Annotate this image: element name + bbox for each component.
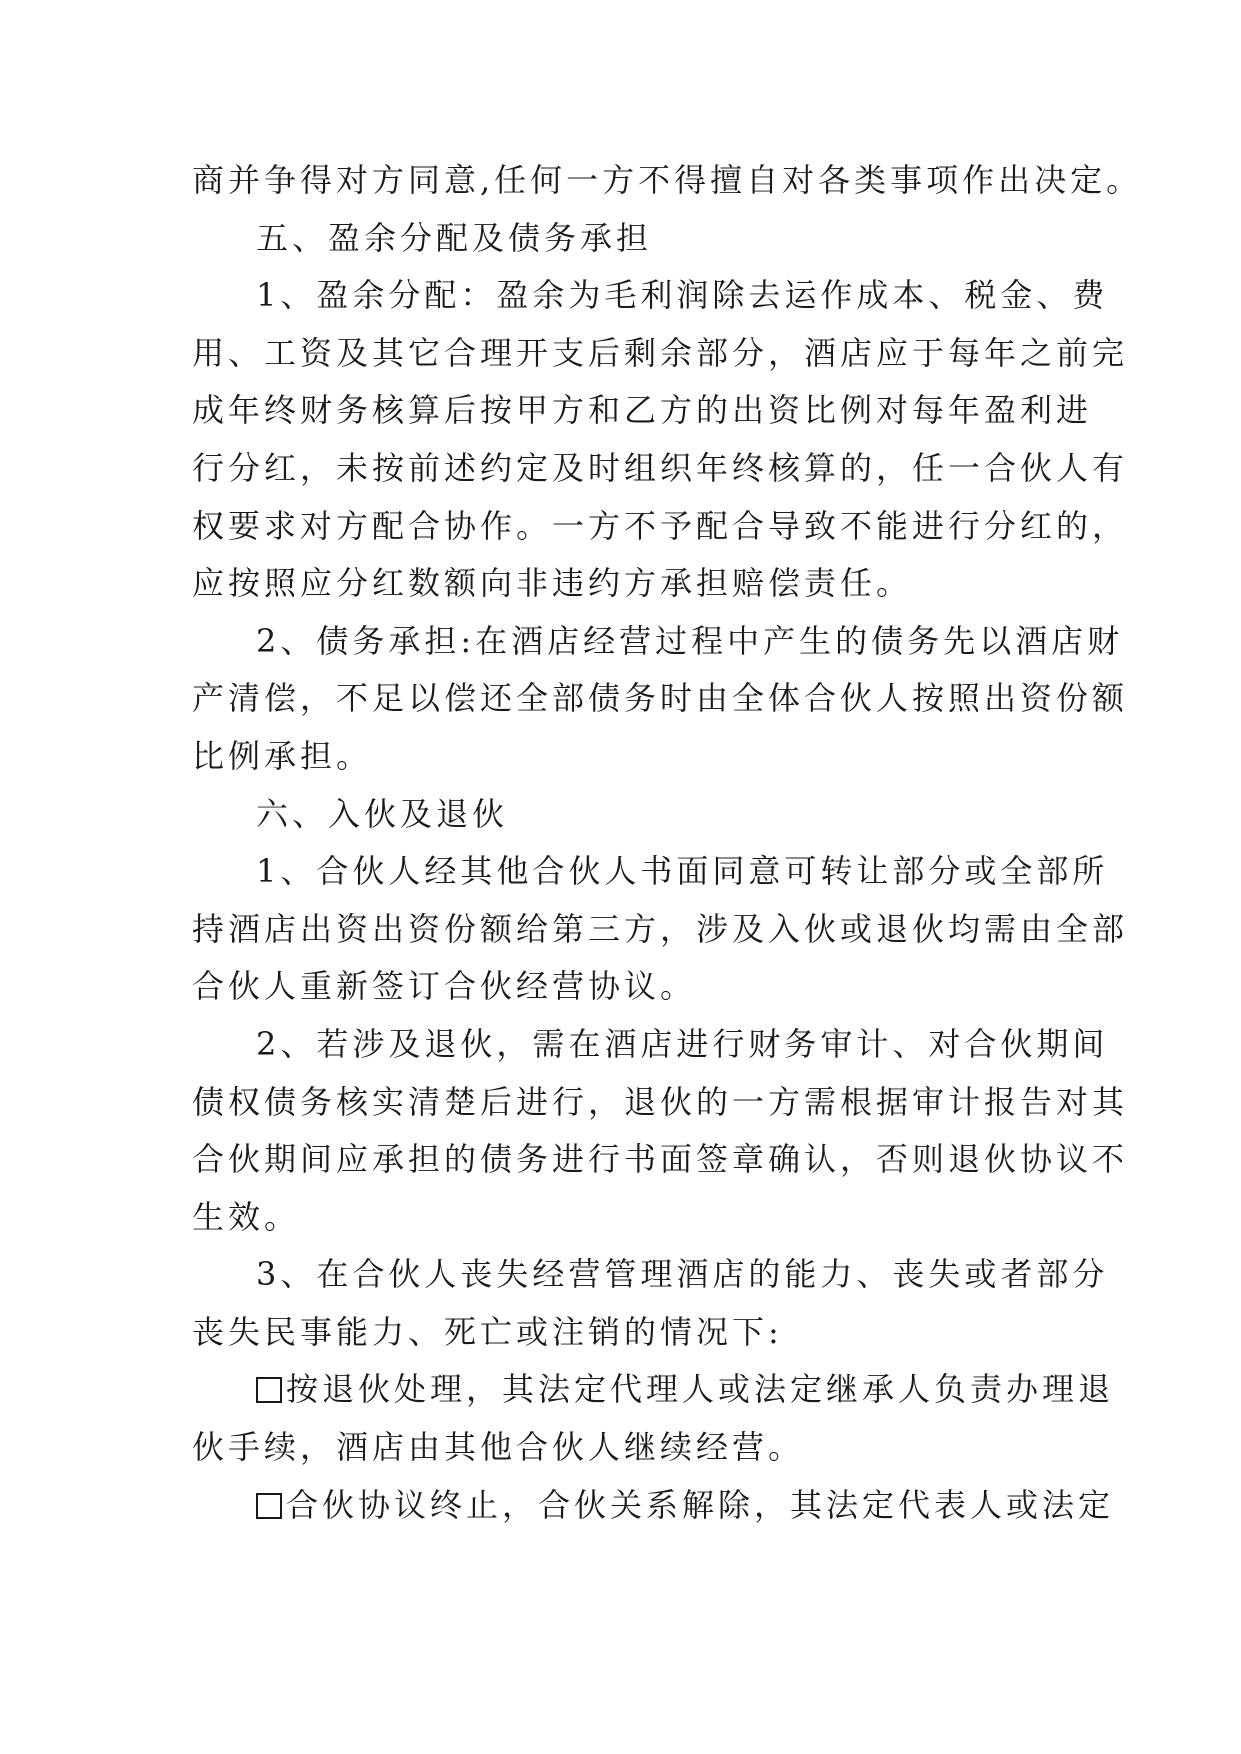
text-line: 六、入伙及退伙 [256, 794, 509, 833]
option-withdrawal-line-1 [192, 1361, 1115, 1419]
text-line: 生效。 [192, 1197, 301, 1236]
body-text [192, 152, 1143, 1361]
text-line: 丧失民事能力、死亡或注销的情况下: [192, 1312, 783, 1351]
text-line: 商并争得对方同意,任何一方不得擅自对各类事项作出决定。 [192, 161, 1143, 199]
text-line: 2、债务承担:在酒店经营过程中产生的债务先以酒店财 [256, 621, 1124, 660]
text-line: 成年终财务核算后按甲方和乙方的出资比例对每年盈利进 [192, 391, 1093, 430]
text-line: 债权债务核实清楚后进行，退伙的一方需根据审计报告对其 [192, 1082, 1129, 1121]
option-termination-text-1: 合伙协议终止，合伙关系解除，其法定代表人或法定 [286, 1485, 1115, 1524]
text-line: 合伙人重新签订合伙经营协议。 [192, 967, 697, 1006]
text-line: 产清偿，不足以偿还全部债务时由全体合伙人按照出资份额 [192, 679, 1129, 718]
text-line: 合伙期间应承担的债务进行书面签章确认，否则退伙协议不 [192, 1140, 1129, 1179]
text-line: 持酒店出资出资份额给第三方，涉及入伙或退伙均需由全部 [192, 909, 1129, 948]
option-withdrawal-text-2: 伙手续，酒店由其他合伙人继续经营。 [192, 1428, 805, 1467]
text-line: 1、盈余分配：盈余为毛利润除去运作成本、税金、费 [256, 276, 1109, 315]
text-line: 1、合伙人经其他合伙人书面同意可转让部分或全部所 [256, 852, 1109, 891]
text-line: 用、工资及其它合理开支后剩余部分，酒店应于每年之前完 [192, 333, 1129, 372]
option-withdrawal-text-1: 按退伙处理，其法定代理人或法定继承人负责办理退 [286, 1370, 1115, 1409]
text-line: 3、在合伙人丧失经营管理酒店的能力、丧失或者部分 [256, 1255, 1109, 1294]
checkbox-withdrawal[interactable] [256, 1377, 282, 1403]
text-line: 2、若涉及退伙，需在酒店进行财务审计、对合伙期间 [256, 1024, 1109, 1063]
text-line: 行分红，未按前述约定及时组织年终核算的，任一合伙人有 [192, 448, 1129, 487]
document-body [192, 152, 1143, 1534]
text-line: 比例承担。 [192, 736, 373, 775]
option-termination-line-1 [192, 1477, 1115, 1535]
text-line: 五、盈余分配及债务承担 [256, 218, 653, 257]
text-line: 权要求对方配合协作。一方不予配合导致不能进行分红的， [192, 506, 1129, 545]
option-withdrawal-line-2 [192, 1419, 1092, 1477]
checkbox-termination[interactable] [256, 1493, 282, 1519]
text-line: 应按照应分红数额向非违约方承担赔偿责任。 [192, 564, 913, 603]
